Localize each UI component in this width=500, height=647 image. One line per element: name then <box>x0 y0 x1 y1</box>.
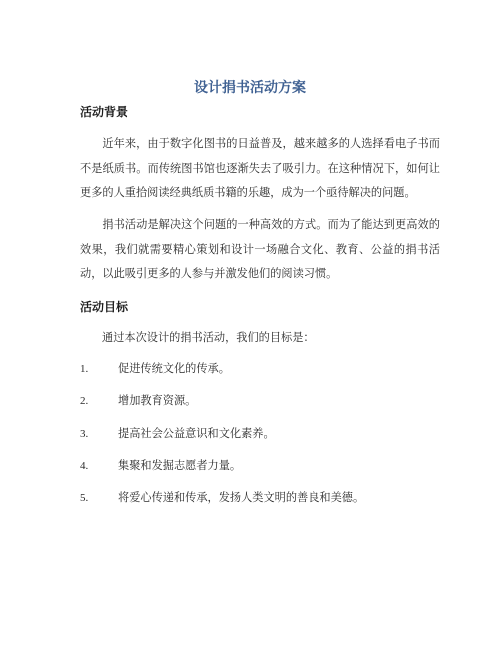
document-title: 设计捐书活动方案 <box>194 80 306 96</box>
goal-number: 3. <box>80 427 89 440</box>
background-paragraph-1: 近年来，由于数字化图书的日益普及，越来越多的人选择看电子书而不是纸质书。而传统图书馆也逐渐失去了吸引力。在这种情况下，如何让更多的人重拾阅读经典纸质书籍的乐趣，成为一个亟待解决的问题。 <box>80 137 440 199</box>
goal-number: 4. <box>80 459 89 472</box>
goal-text: 增加教育资源。 <box>118 394 197 408</box>
goal-item <box>80 489 450 521</box>
goal-number: 2. <box>80 395 89 408</box>
goal-number: 1. <box>80 363 89 375</box>
goals-intro: 通过本次设计的捐书活动，我们的目标是： <box>102 331 315 344</box>
goal-item <box>80 360 450 392</box>
section-heading-goals: 活动目标 <box>80 300 129 314</box>
goal-item <box>80 392 450 424</box>
goal-text: 集聚和发掘志愿者力量。 <box>118 458 242 472</box>
background-paragraph-2: 捐书活动是解决这个问题的一种高效的方式。而为了能达到更高效的效果，我们就需要精心策划和设计一场融合文化、教育、公益的捐书活动，以此吸引更多的人参与并激发他们的阅读习惯。 <box>80 218 440 280</box>
goal-list <box>80 360 450 521</box>
goal-text: 促进传统文化的传承。 <box>118 362 230 375</box>
goal-item <box>80 457 450 489</box>
section-heading-background: 活动背景 <box>80 105 129 119</box>
goal-text: 将爱心传递和传承，发扬人类文明的善良和美德。 <box>118 491 365 505</box>
goal-number: 5. <box>80 492 89 505</box>
goal-text: 提高社会公益意识和文化素养。 <box>118 426 275 440</box>
goal-item <box>80 425 450 457</box>
